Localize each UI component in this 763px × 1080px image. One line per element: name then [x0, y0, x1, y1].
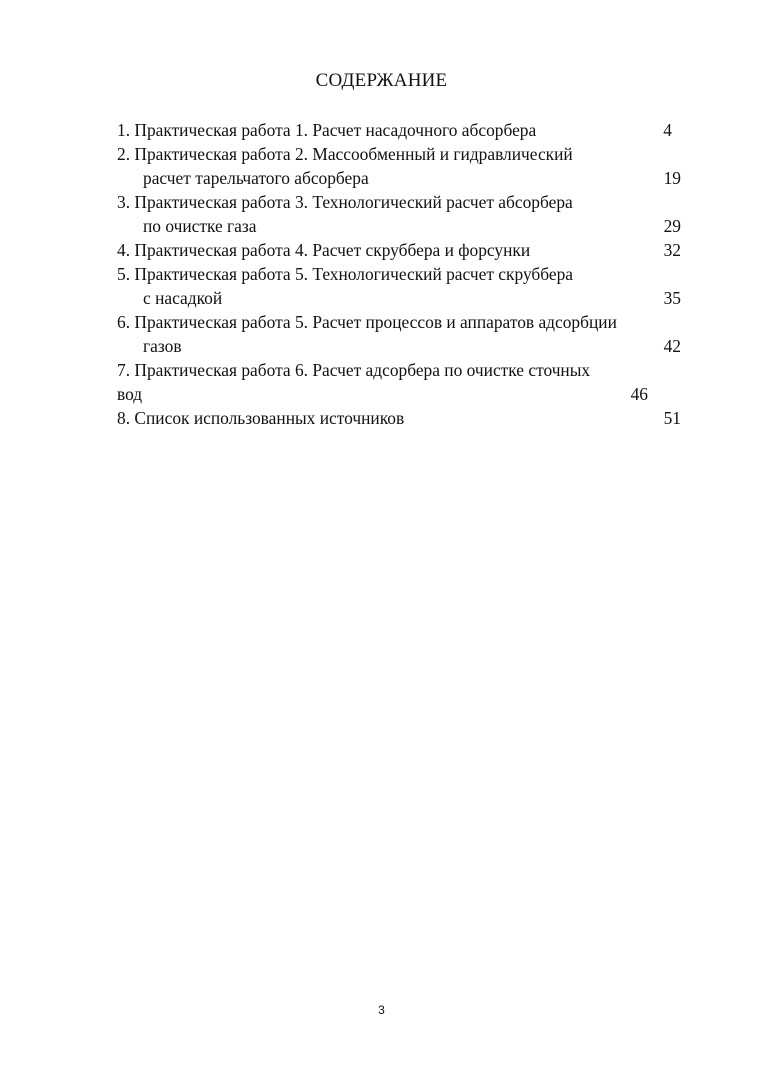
- toc-entry-6-page: 42: [663, 336, 681, 356]
- toc-entry-3-page: 29: [663, 216, 681, 236]
- toc-entry-8-text: 8. Список использованных источников: [117, 408, 405, 428]
- toc-entry-7-continuation: [117, 382, 683, 406]
- toc-entry-3-text-line-2: по очистке газа: [143, 216, 257, 236]
- toc-entry-7-page: 46: [630, 384, 648, 404]
- toc-entry-5-text-line-2: с насадкой: [143, 288, 223, 308]
- toc-entry-4-text: 4. Практическая работа 4. Расчет скруббера и форсунки: [117, 240, 531, 260]
- toc-entry-1: [117, 118, 683, 142]
- toc-entry-4-page: 32: [663, 240, 681, 260]
- toc-entry-3-text-line-1: 3. Практическая работа 3. Технологический расчет абсорбера: [117, 192, 573, 212]
- toc-entry-3-continuation: [117, 214, 683, 238]
- toc-entry-8: [117, 406, 683, 430]
- toc-entry-7-text-line-1: 7. Практическая работа 6. Расчет адсорбера по очистке сточных: [117, 360, 591, 380]
- page-number: 3: [378, 1003, 385, 1017]
- toc-entry-2-text-line-1: 2. Практическая работа 2. Массообменный и гидравлический: [117, 144, 573, 164]
- toc-entry-3: [117, 190, 683, 214]
- table-of-contents: [117, 118, 683, 430]
- toc-entry-6-text-line-1: 6. Практическая работа 5. Расчет процессов и аппаратов адсорбции: [117, 312, 617, 332]
- toc-entry-4: [117, 238, 683, 262]
- page-title: СОДЕРЖАНИЕ: [315, 70, 448, 91]
- toc-entry-7: [117, 358, 683, 382]
- toc-entry-2: [117, 142, 683, 166]
- toc-entry-5: [117, 262, 683, 286]
- toc-entry-1-text: 1. Практическая работа 1. Расчет насадочного абсорбера: [117, 120, 537, 140]
- toc-entry-6-text-line-2: газов: [143, 336, 182, 356]
- toc-entry-1-page: 4: [663, 120, 672, 140]
- toc-entry-5-text-line-1: 5. Практическая работа 5. Технологический расчет скруббера: [117, 264, 574, 284]
- toc-entry-2-continuation: [117, 166, 683, 190]
- toc-entry-7-text-line-2: вод: [117, 384, 143, 404]
- toc-entry-5-page: 35: [663, 288, 681, 308]
- toc-entry-6: [117, 310, 683, 334]
- toc-entry-8-page: 51: [663, 408, 681, 428]
- toc-entry-2-text-line-2: расчет тарельчатого абсорбера: [143, 168, 369, 188]
- toc-entry-5-continuation: [117, 286, 683, 310]
- toc-entry-2-page: 19: [663, 168, 681, 188]
- toc-entry-6-continuation: [117, 334, 683, 358]
